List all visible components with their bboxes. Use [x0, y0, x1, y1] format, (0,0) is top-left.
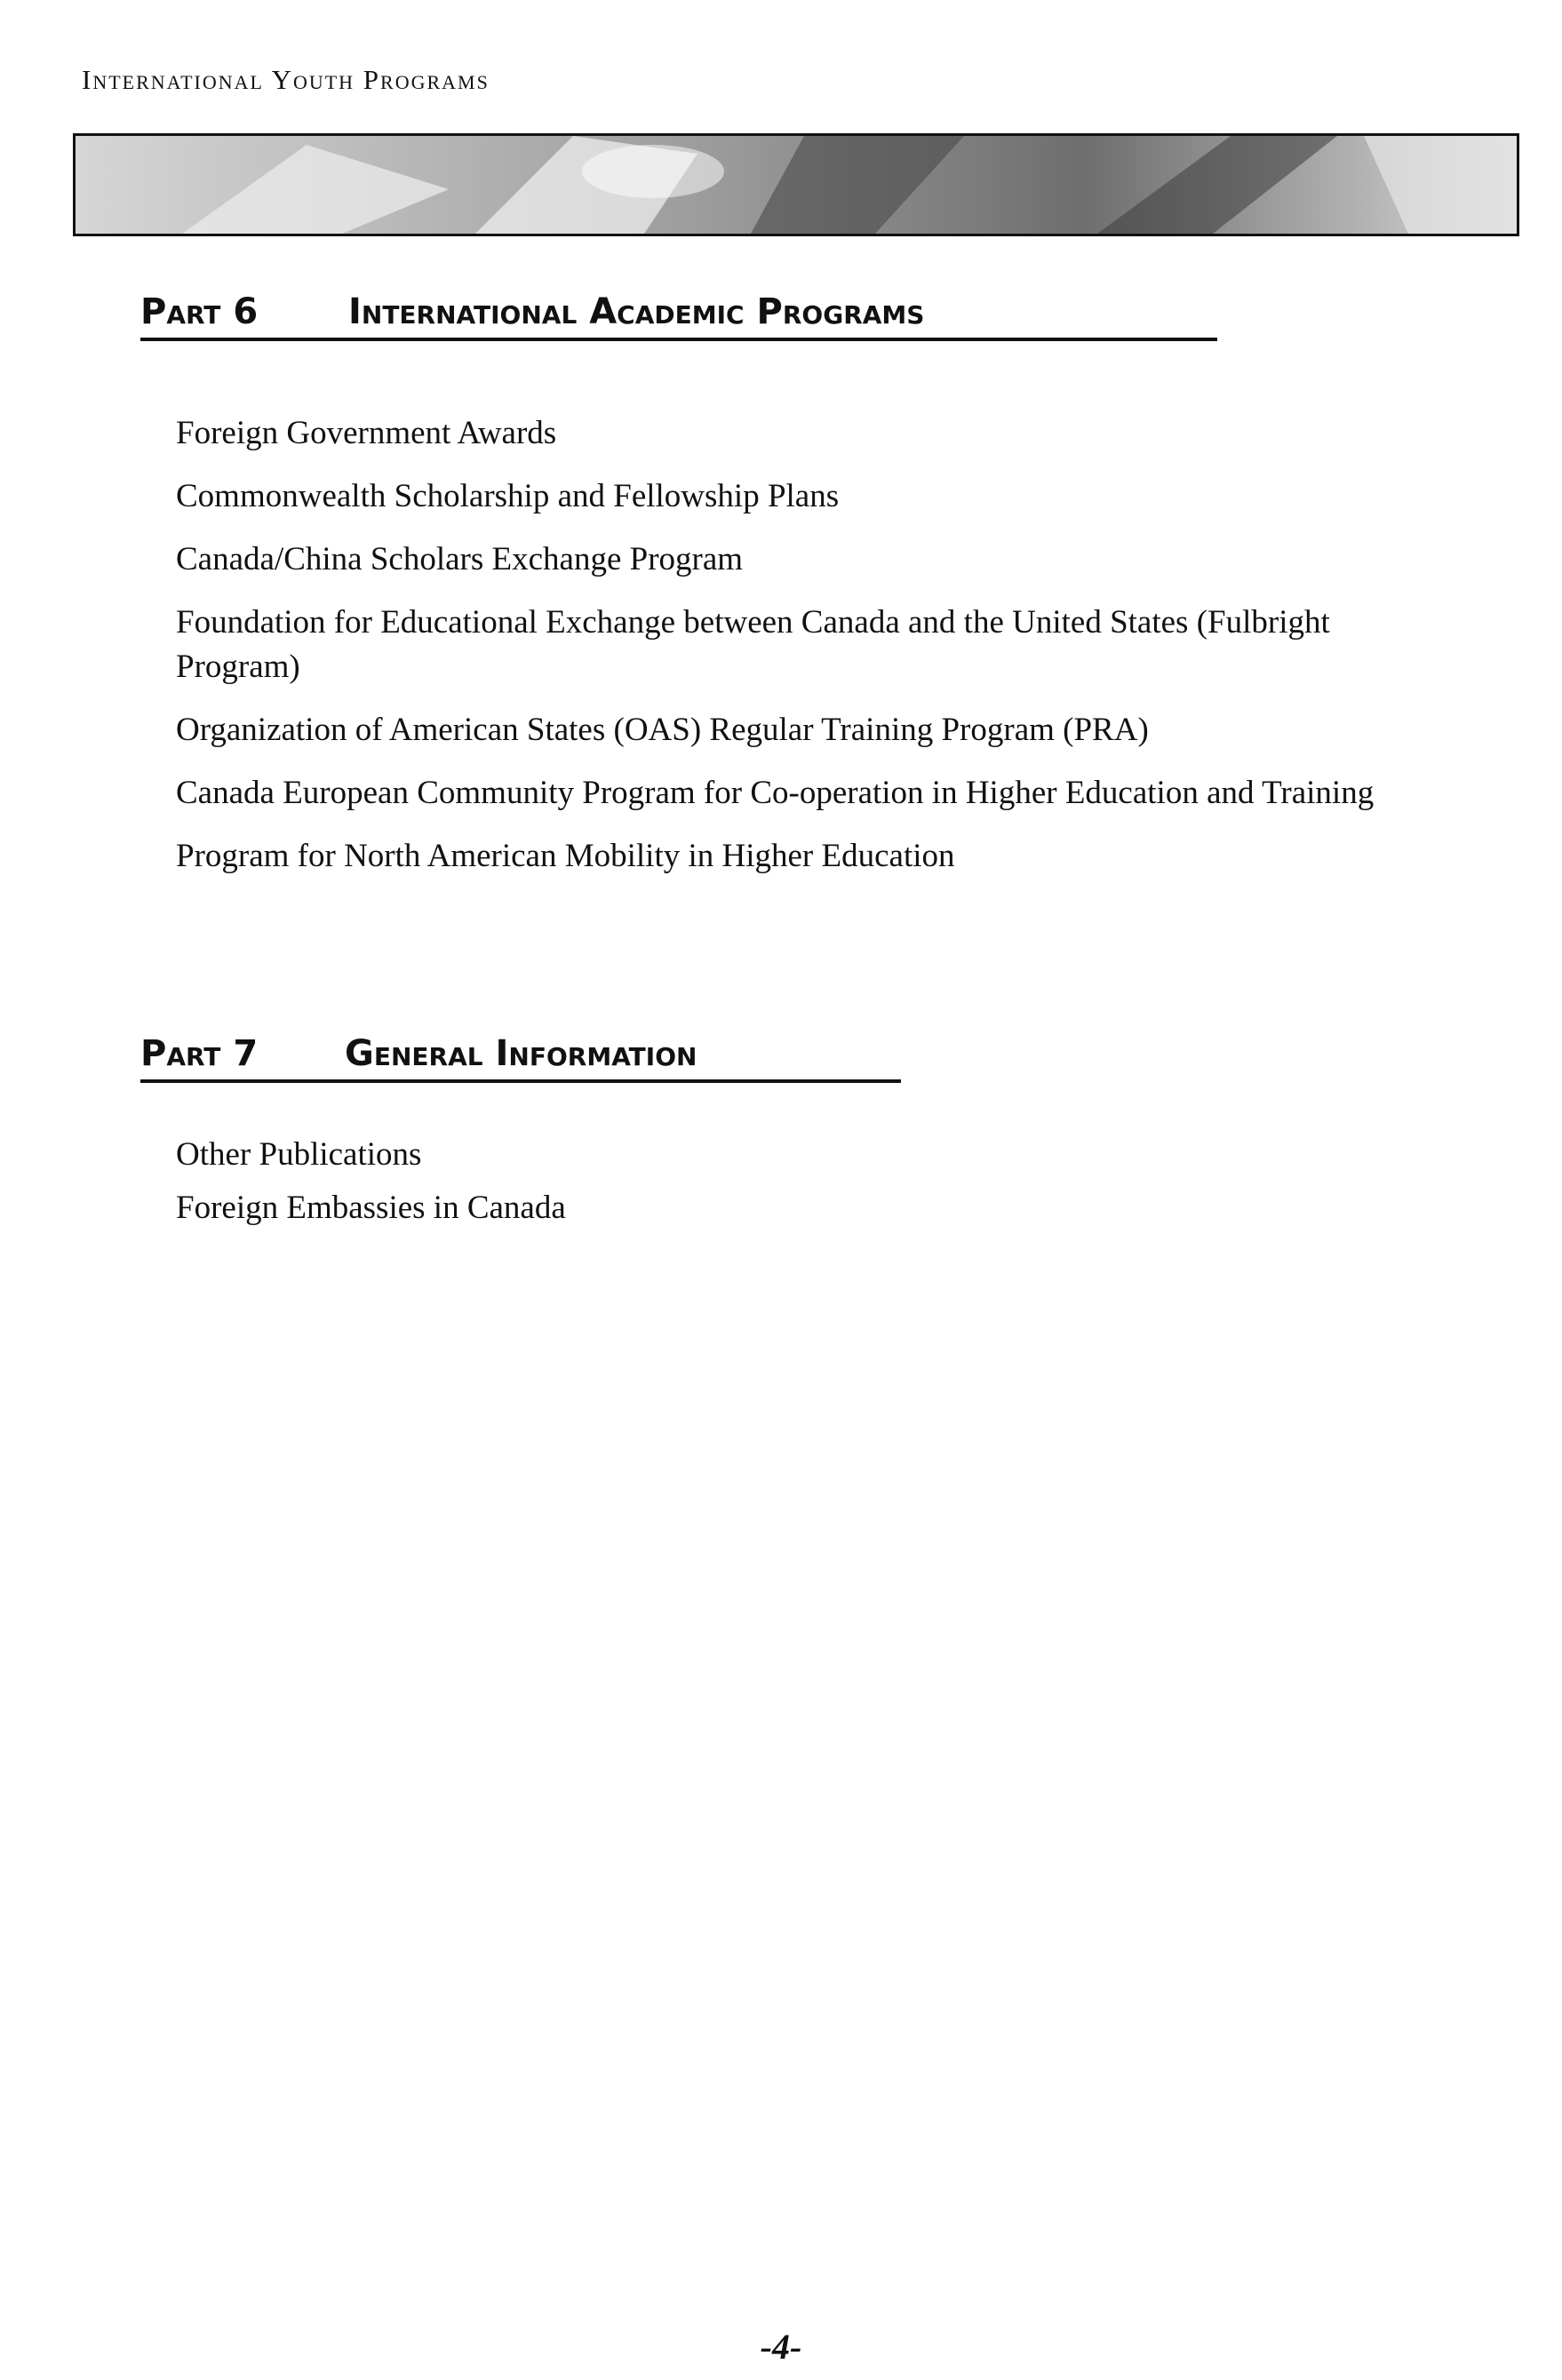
- banner-graphic: [76, 136, 1517, 234]
- header-banner-image: [73, 133, 1519, 236]
- part-7-title: General Information: [345, 1033, 697, 1074]
- list-item: Commonwealth Scholarship and Fellowship Plans: [176, 478, 840, 514]
- list-item: Foreign Embassies in Canada: [176, 1190, 566, 1226]
- part-6-program-list: [176, 411, 1438, 897]
- list-item: Organization of American States (OAS) Regular Training Program (PRA): [176, 712, 1149, 748]
- list-item: Canada/China Scholars Exchange Program: [176, 541, 744, 577]
- part-7-heading: [140, 1033, 901, 1083]
- list-item: Foundation for Educational Exchange between Canada and the United States (Fulbright Program): [176, 604, 1330, 685]
- running-head: International Youth Programs: [82, 64, 490, 95]
- part-7-info-list: [176, 1133, 1064, 1239]
- page-number: -4-: [760, 2327, 802, 2367]
- part-6-title: International Academic Programs: [348, 291, 925, 332]
- part-7-label: Part 7: [140, 1033, 259, 1074]
- part-6-heading: [140, 291, 1217, 341]
- list-item: Canada European Community Program for Co-operation in Higher Education and Training: [176, 775, 1375, 811]
- list-item: Program for North American Mobility in Higher Education: [176, 838, 955, 874]
- list-item: Foreign Government Awards: [176, 415, 557, 451]
- part-6-label: Part 6: [140, 291, 259, 332]
- list-item: Other Publications: [176, 1136, 422, 1173]
